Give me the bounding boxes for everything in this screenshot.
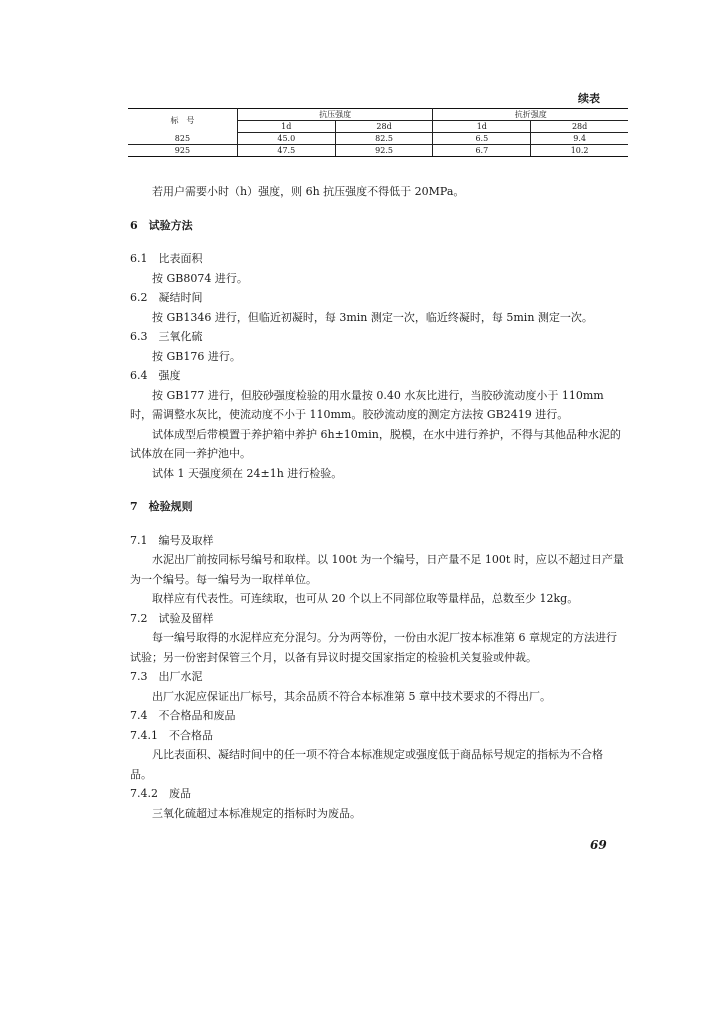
section-7-4-heading: 7.4 不合格品和废品: [130, 709, 236, 722]
section-7-1-heading: 7.1 编号及取样: [130, 533, 214, 547]
table-cell: 825: [128, 133, 237, 145]
section-6-1-text: 按 GB8074 进行。: [152, 271, 248, 285]
section-6-3-heading: 6.3 三氧化硫: [130, 330, 203, 343]
section-7-2-text: 每一编号取得的水泥样应充分混匀。分为两等份，一份由水泥厂按本标准第 6 章规定的方法进行试验；另一份密封保管三个月，以备有异议时提交国家指定的检验机关复验或仲裁。: [130, 631, 617, 664]
section-6-4-text-2: 试体成型后带模置于养护箱中养护 6h±10min，脱模，在水中进行养护，不得与其他品种水泥的试体放在同一养护池中。: [130, 427, 621, 460]
table-subcol: 28d: [531, 121, 628, 133]
section-7-heading: 7 检验规则: [130, 500, 193, 513]
page-number: 69: [590, 838, 607, 852]
section-6-4-heading: 6.4 强度: [130, 369, 181, 382]
table-cell: 92.5: [335, 145, 433, 157]
section-6-4-text-3: 试体 1 天强度须在 24±1h 进行检验。: [152, 466, 343, 480]
strength-table: [128, 108, 628, 157]
table-group-compressive: 抗压强度: [237, 109, 433, 121]
table-cell: 925: [128, 145, 237, 157]
section-7-1-text-1: 水泥出厂前按同标号编号和取样。以 100t 为一个编号，日产量不足 100t 时，应以不超过日产量为一个编号。每一编号为一取样单位。: [130, 553, 624, 586]
table-cell: 6.7: [433, 145, 531, 157]
section-6-4-text-1: 按 GB177 进行，但胶砂强度检验的用水量按 0.40 水灰比进行，当胶砂流动度小于 110mm 时，需调整水灰比，使流动度不小于 110mm。胶砂流动度的测定方法按 GB2419 进行。: [130, 388, 604, 421]
table-col-label: 标 号: [128, 109, 237, 133]
table-cell: 9.4: [531, 133, 628, 145]
table-row: [128, 145, 628, 157]
table-row: [128, 133, 628, 145]
body-text: [130, 182, 624, 823]
section-6-2-heading: 6.2 凝结时间: [130, 291, 203, 304]
section-7-4-1-heading: 7.4.1 不合格品: [130, 728, 213, 742]
section-6-3-text: 按 GB176 进行。: [152, 349, 241, 363]
section-7-3-heading: 7.3 出厂水泥: [130, 670, 203, 683]
table-cell: 6.5: [433, 133, 531, 145]
section-7-2-heading: 7.2 试验及留样: [130, 611, 214, 625]
table-subcol: 28d: [335, 121, 433, 133]
table-cell: 47.5: [237, 145, 335, 157]
section-7-3-text: 出厂水泥应保证出厂标号，其余品质不符合本标准第 5 章中技术要求的不得出厂。: [152, 689, 551, 703]
table-cell: 10.2: [531, 145, 628, 157]
table-group-flexural: 抗折强度: [433, 109, 628, 121]
table-subcol: 1d: [433, 121, 531, 133]
section-6-1-heading: 6.1 比表面积: [130, 252, 203, 265]
strength-note: 若用户需要小时（h）强度，则 6h 抗压强度不得低于 20MPa。: [152, 185, 465, 198]
section-7-4-1-text: 凡比表面积、凝结时间中的任一项不符合本标准规定或强度低于商品标号规定的指标为不合格品。: [130, 748, 603, 781]
section-7-1-text-2: 取样应有代表性。可连续取，也可从 20 个以上不同部位取等量样品，总数至少 12kg。: [152, 592, 579, 605]
table-subcol: 1d: [237, 121, 335, 133]
section-6-heading: 6 试验方法: [130, 218, 193, 232]
continued-label: 续表: [578, 92, 600, 105]
table-cell: 45.0: [237, 133, 335, 145]
section-7-4-2-heading: 7.4.2 废品: [130, 787, 191, 800]
table-cell: 82.5: [335, 133, 433, 145]
section-6-2-text: 按 GB1346 进行，但临近初凝时，每 3min 测定一次，临近终凝时，每 5min 测定一次。: [152, 310, 593, 324]
section-7-4-2-text: 三氧化硫超过本标准规定的指标时为废品。: [152, 806, 361, 820]
